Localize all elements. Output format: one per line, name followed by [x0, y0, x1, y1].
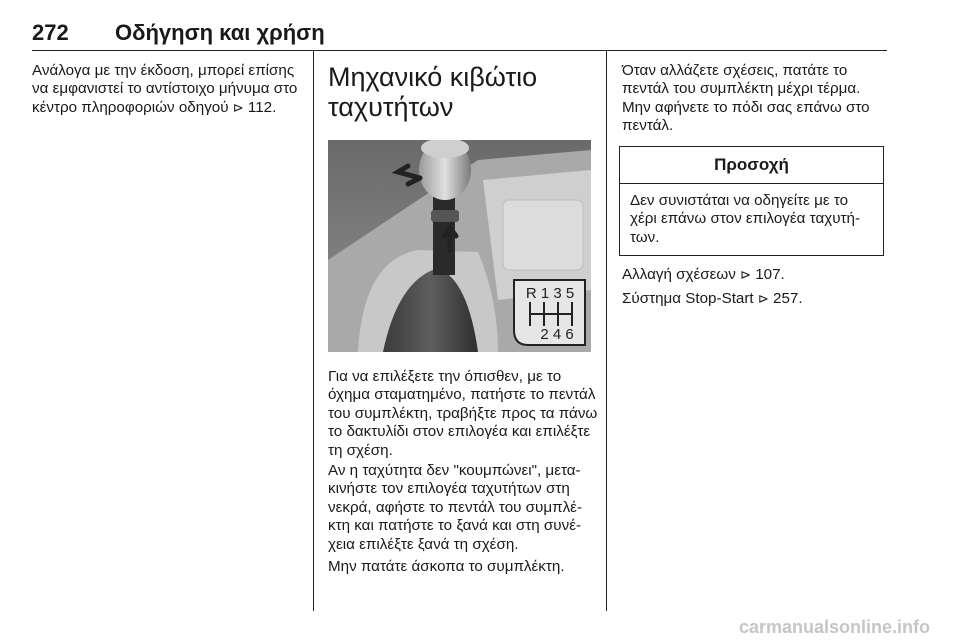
- watermark: carmanualsonline.info: [738, 617, 930, 637]
- page-title: Οδήγηση και χρήση: [115, 20, 325, 45]
- caution-text: Δεν συνιστάται να οδηγείτε με το χέρι επάνω στον επιλογέα ταχυτή-των.: [630, 192, 861, 246]
- gearshift-ref-page[interactable]: 107.: [755, 266, 785, 283]
- gear-pattern-bottom: 2 4 6: [540, 326, 574, 343]
- section-title: Μηχανικό κιβώτιο ταχυτήτων: [328, 62, 538, 122]
- stopstart-ref: [622, 290, 890, 308]
- page-number: 272: [32, 20, 69, 45]
- intro-ref-page[interactable]: 112.: [247, 98, 277, 116]
- gearshift-ref: [622, 266, 890, 284]
- stopstart-ref-label: Σύστημα Stop-Start: [622, 290, 754, 307]
- page-ref-arrow-icon: ⊳: [740, 267, 751, 282]
- gear-pattern-top: R 1 3 5: [525, 285, 575, 302]
- shifting-paragraph: Όταν αλλάζετε σχέσεις, πατάτε το πεντάλ του συμπλέκτη μέχρι τέρμα. Μην αφήνετε το πόδι σας επάνω στο πεντάλ.: [622, 62, 870, 135]
- column-divider-1: [313, 51, 314, 611]
- page-ref-arrow-icon: ⊳: [757, 291, 769, 306]
- intro-paragraph: [32, 62, 304, 117]
- gearshift-ref-label: Αλλαγή σχέσεων: [622, 266, 736, 283]
- caution-box: [619, 146, 884, 256]
- engage-paragraph: Αν η ταχύτητα δεν "κουμπώνει", μετα-κινήστε τον επιλογέα ταχυτήτων στη νεκρά, αφήστε το πεντάλ του συμπλέ-κτη και πατήστε το ξανά και στη συνέ-χεια επιλέξτε ξανά τη σχέση.: [328, 462, 583, 553]
- clutch-paragraph: Μην πατάτε άσκοπα το συμπλέκτη.: [328, 558, 565, 575]
- column-divider-2: [606, 51, 607, 611]
- gearshift-photo: [328, 140, 591, 352]
- stopstart-ref-page[interactable]: 257.: [773, 290, 803, 307]
- header-rule: [32, 50, 887, 51]
- page-ref-arrow-icon: ⊳: [232, 99, 244, 115]
- intro-text: Ανάλογα με την έκδοση, μπορεί επίσης να εμφανιστεί το αντίστοιχο μήνυμα στο κέντρο πληροφοριών οδηγού: [32, 62, 298, 116]
- gear-pattern-badge: [514, 280, 585, 345]
- reverse-paragraph: Για να επιλέξετε την όπισθεν, με το όχημα σταματημένο, πατήστε το πεντάλ του συμπλέκτη, τραβήξτε προς τα πάνω το δακτυλίδι στον επιλογέα και επιλέξτε τη σχέση.: [328, 368, 598, 459]
- caution-title: Προσοχή: [620, 147, 883, 184]
